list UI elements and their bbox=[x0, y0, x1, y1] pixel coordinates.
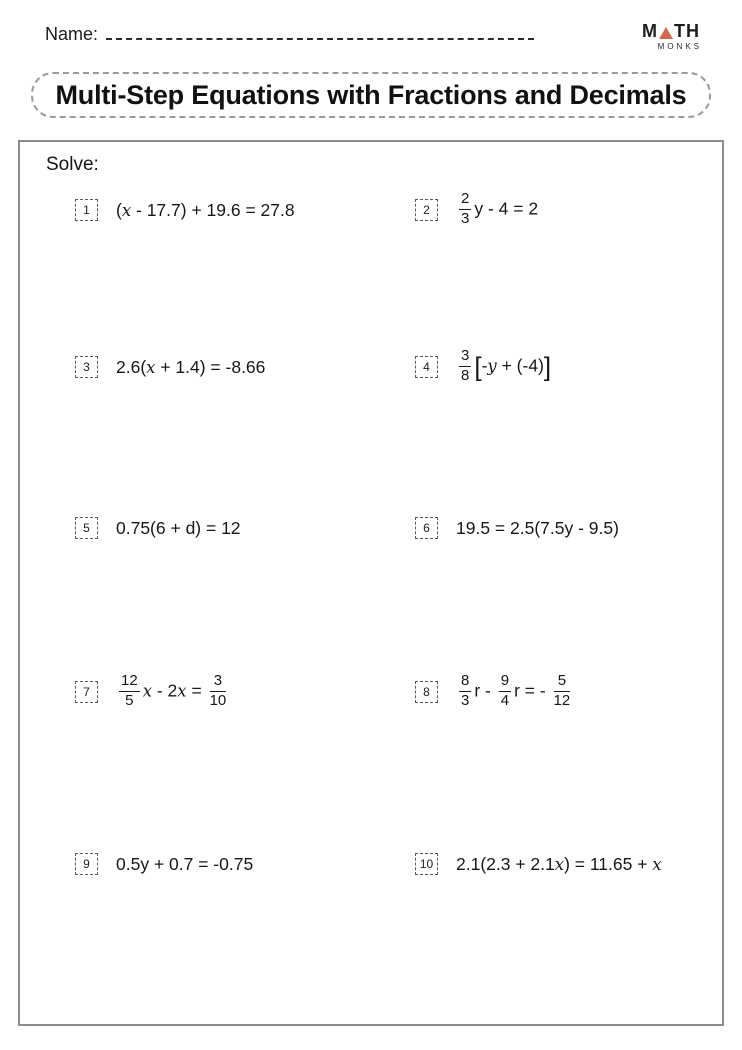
problem-number-badge: 1 bbox=[75, 199, 98, 221]
text-run: ) = 11.65 + bbox=[564, 853, 653, 874]
text-run: 0.75(6 + d) = 12 bbox=[116, 517, 241, 538]
equation bbox=[456, 674, 573, 710]
text-run: 0.5y + 0.7 = -0.75 bbox=[116, 853, 254, 874]
worksheet-title-box bbox=[31, 72, 711, 118]
text-run: 2.6( bbox=[116, 356, 147, 377]
logo-word-suffix: TH bbox=[674, 21, 700, 41]
problem-item bbox=[75, 184, 295, 236]
text-run: 2.1(2.3 + 2.1 bbox=[456, 853, 555, 874]
variable: x bbox=[177, 681, 187, 701]
logo-wordmark bbox=[640, 22, 702, 40]
problem-number-badge: 8 bbox=[415, 681, 438, 703]
fraction: $\frac{5}{12}$ bbox=[553, 672, 571, 709]
problems-panel bbox=[18, 140, 724, 1026]
text-run: 19.5 = 2.5(7.5y - 9.5) bbox=[456, 517, 619, 538]
equation bbox=[116, 518, 241, 539]
fraction: $\frac{2}{3}$ bbox=[461, 190, 470, 227]
equation bbox=[116, 674, 229, 710]
bracket: [ bbox=[474, 351, 482, 382]
equation bbox=[116, 200, 295, 221]
problem-number-badge: 5 bbox=[75, 517, 98, 539]
problem-number-badge: 10 bbox=[415, 853, 438, 875]
text-run: + (-4) bbox=[496, 355, 544, 376]
problem-number-badge: 2 bbox=[415, 199, 438, 221]
equation bbox=[456, 518, 619, 539]
bracket: ] bbox=[543, 351, 552, 382]
problem-item bbox=[75, 666, 229, 718]
problem-number-badge: 4 bbox=[415, 356, 438, 378]
equation bbox=[456, 854, 662, 875]
problem-number-badge: 6 bbox=[415, 517, 438, 539]
text-run: ( bbox=[116, 199, 122, 220]
solve-instruction: Solve: bbox=[46, 154, 99, 175]
text-run: - 17.7) + 19.6 = 27.8 bbox=[131, 199, 295, 220]
problem-number-badge: 7 bbox=[75, 681, 98, 703]
fraction: $\frac{3}{8}$ bbox=[461, 347, 470, 384]
text-run: + 1.4) = -8.66 bbox=[155, 356, 266, 377]
logo-word-prefix: M bbox=[642, 21, 658, 41]
logo-triangle-icon bbox=[659, 27, 673, 39]
variable: x bbox=[146, 357, 156, 377]
problem-item bbox=[75, 341, 265, 393]
fraction: $\frac{8}{3}$ bbox=[461, 672, 470, 709]
variable: y bbox=[487, 356, 497, 376]
text-run: r = - bbox=[514, 680, 551, 701]
variable: x bbox=[142, 681, 152, 701]
text-run: - 2 bbox=[152, 680, 178, 701]
variable: x bbox=[554, 854, 565, 874]
fraction: $\frac{9}{4}$ bbox=[500, 672, 510, 709]
problem-item bbox=[75, 502, 241, 554]
fraction: $\frac{12}{5}$ bbox=[121, 672, 138, 709]
text-run: r - bbox=[474, 680, 496, 701]
equation bbox=[116, 854, 253, 875]
problem-number-badge: 9 bbox=[75, 853, 98, 875]
fraction: $\frac{3}{10}$ bbox=[209, 672, 227, 709]
problem-item bbox=[75, 838, 253, 890]
name-label: Name: bbox=[45, 24, 99, 44]
equation bbox=[456, 349, 551, 385]
problem-item bbox=[415, 666, 573, 718]
problem-item bbox=[415, 502, 619, 554]
logo-subtitle: MONKS bbox=[657, 42, 702, 51]
text-run: = bbox=[186, 680, 207, 701]
equation bbox=[116, 357, 265, 378]
math-monks-logo bbox=[640, 22, 702, 51]
text-run: - bbox=[481, 355, 488, 376]
name-row bbox=[45, 24, 545, 45]
equation bbox=[456, 192, 538, 228]
name-blank-line bbox=[106, 38, 534, 40]
variable: x bbox=[121, 200, 132, 220]
problem-item bbox=[415, 838, 662, 890]
page-title: Multi-Step Equations with Fractions and Decimals bbox=[55, 79, 687, 110]
problem-item bbox=[415, 184, 538, 236]
problem-number-badge: 3 bbox=[75, 356, 98, 378]
text-run: y - 4 = 2 bbox=[474, 198, 539, 219]
problem-item bbox=[415, 341, 551, 393]
variable: x bbox=[652, 854, 662, 874]
